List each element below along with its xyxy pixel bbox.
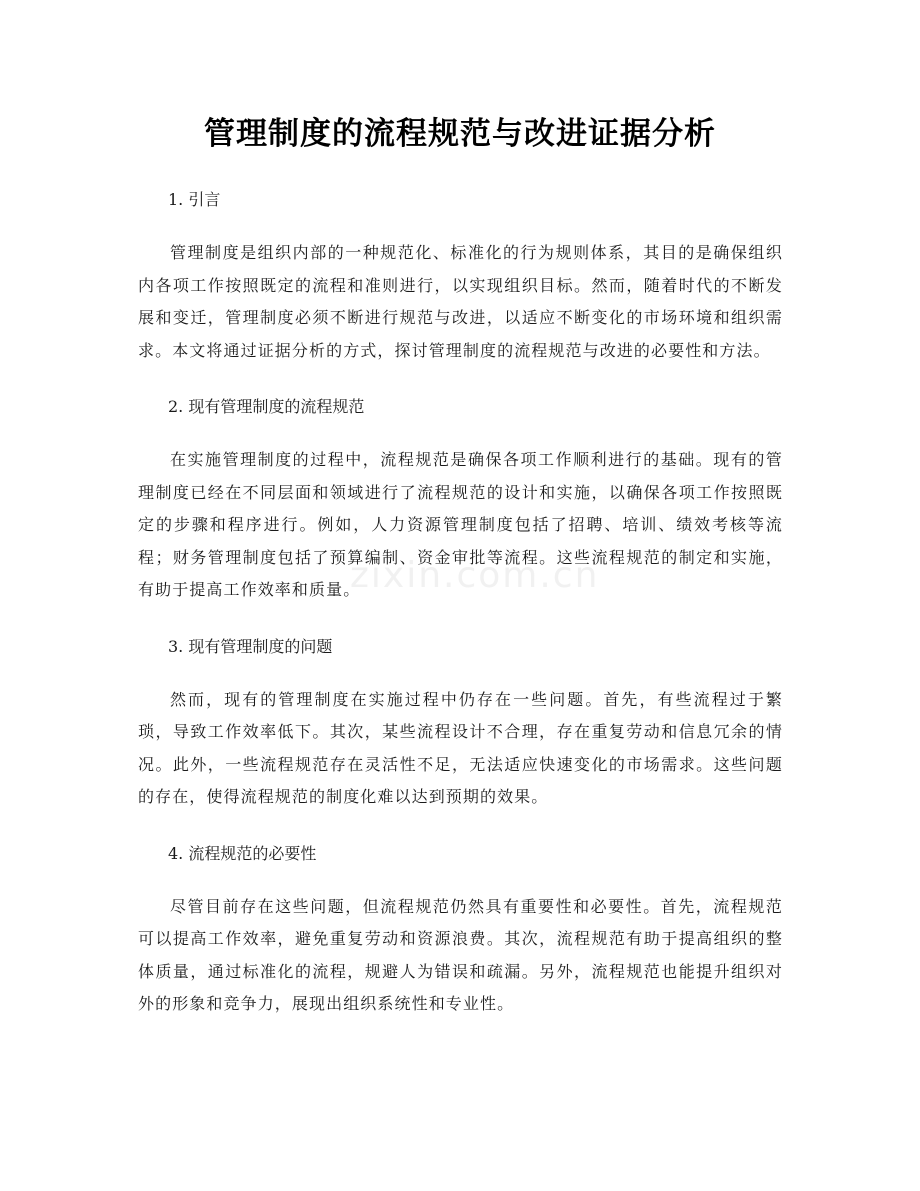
section-heading: 3. 现有管理制度的问题	[168, 636, 333, 656]
section-existing-process	[138, 389, 783, 607]
section-paragraph: 尽管目前存在这些问题，但流程规范仍然具有重要性和必要性。首先，流程规范可以提高工作效率，避免重复劳动和资源浪费。其次，流程规范有助于提高组织的整体质量，通过标准化的流程，规避人为错误和疏漏。另外，流程规范也能提升组织对外的形象和竞争力，展现出组织系统性和专业性。	[138, 896, 783, 1013]
section-heading: 4. 流程规范的必要性	[168, 843, 317, 863]
document-body	[138, 182, 783, 1043]
section-paragraph: 在实施管理制度的过程中，流程规范是确保各项工作顺利进行的基础。现有的管理制度已经在不同层面和领域进行了流程规范的设计和实施，以确保各项工作按照既定的步骤和程序进行。例如，人力资源管理制度包括了招聘、培训、绩效考核等流程；财务管理制度包括了预算编制、资金审批等流程。这些流程规范的制定和实施，有助于提高工作效率和质量。	[138, 450, 783, 599]
section-paragraph: 管理制度是组织内部的一种规范化、标准化的行为规则体系，其目的是确保组织内各项工作按照既定的流程和准则进行，以实现组织目标。然而，随着时代的不断发展和变迁，管理制度必须不断进行规范与改进，以适应不断变化的市场环境和组织需求。本文将通过证据分析的方式，探讨管理制度的流程规范与改进的必要性和方法。	[138, 243, 783, 360]
section-problems	[138, 629, 783, 814]
section-heading: 1. 引言	[168, 190, 221, 209]
section-introduction	[138, 182, 783, 367]
watermark: zixin.com.cn	[350, 555, 600, 596]
section-necessity	[138, 836, 783, 1021]
section-paragraph: 然而，现有的管理制度在实施过程中仍存在一些问题。首先，有些流程过于繁琐，导致工作效率低下。其次，某些流程设计不合理，存在重复劳动和信息冗余的情况。此外，一些流程规范存在灵活性不足，无法适应快速变化的市场需求。这些问题的存在，使得流程规范的制度化难以达到预期的效果。	[138, 689, 783, 806]
section-heading: 2. 现有管理制度的流程规范	[168, 397, 365, 416]
document-title: 管理制度的流程规范与改进证据分析	[204, 116, 716, 152]
